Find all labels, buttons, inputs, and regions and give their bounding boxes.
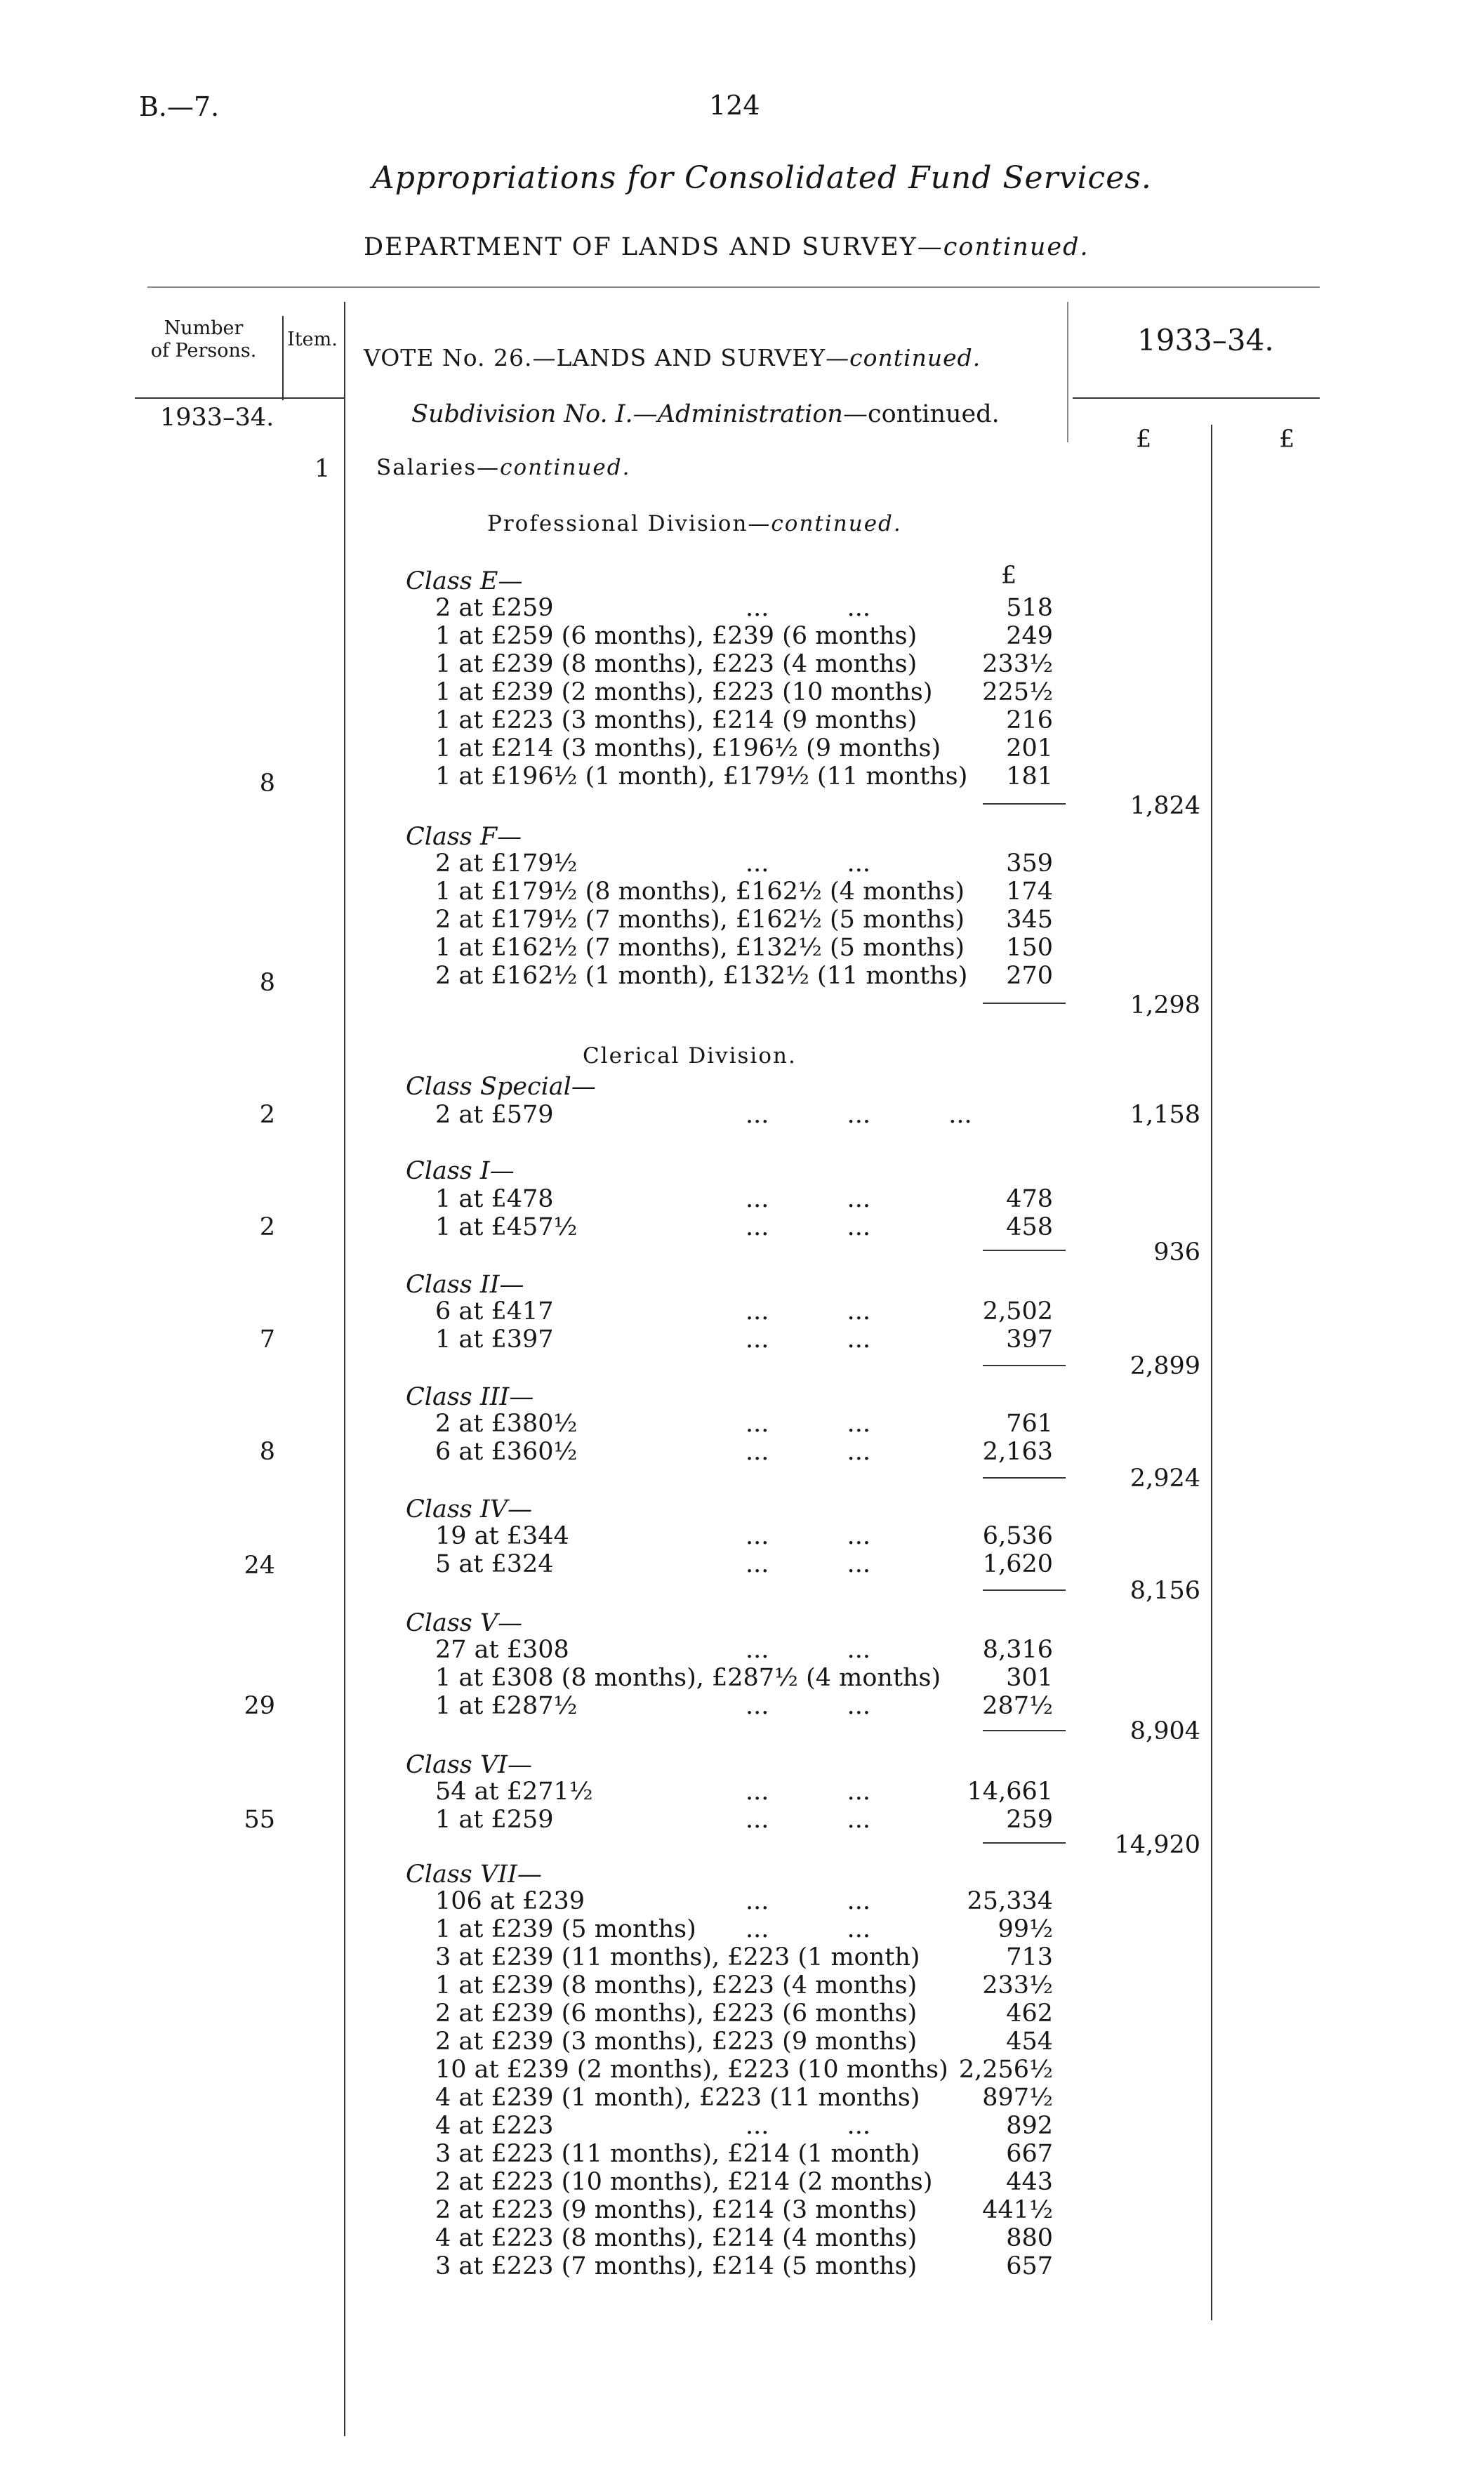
row-description: 1 at £239 (8 months), £223 (4 months): [435, 1971, 917, 1999]
row-amount: 2,502: [982, 1297, 1053, 1326]
row-amount: 249: [1006, 622, 1053, 650]
row-amount: 713: [1006, 1943, 1053, 1971]
row-description: 4 at £223 (8 months), £214 (4 months): [435, 2224, 917, 2252]
year-column-header: 1933–34.: [1137, 323, 1274, 357]
class-label: Class III—: [406, 1383, 534, 1411]
row-leader-dots: ... ...: [746, 1410, 871, 1438]
row-amount: 667: [1006, 2140, 1053, 2168]
row-amount: 2,256½: [958, 2056, 1053, 2084]
row-description: 1 at £457½: [435, 1213, 578, 1241]
row-amount: 259: [1006, 1806, 1053, 1834]
row-description: 2 at £259: [435, 594, 554, 622]
persons-count: 2: [259, 1213, 275, 1241]
row-amount: 518: [1006, 594, 1053, 622]
row-description: 27 at £308: [435, 1636, 569, 1664]
row-description: 4 at £239 (1 month), £223 (11 months): [435, 2084, 920, 2112]
row-amount: 25,334: [967, 1887, 1053, 1915]
row-description: 6 at £417: [435, 1297, 554, 1326]
row-description: 1 at £478: [435, 1185, 554, 1213]
persons-count: 7: [259, 1326, 275, 1354]
class-total: 8,156: [1129, 1577, 1200, 1605]
class-total: 1,298: [1129, 991, 1200, 1019]
row-amount: 99½: [998, 1915, 1053, 1943]
row-amount: 8,316: [982, 1636, 1053, 1664]
row-leader-dots: ... ... ...: [746, 1101, 972, 1129]
subtotal-rule: [983, 1730, 1066, 1731]
row-amount: 233½: [982, 1971, 1053, 1999]
subtotal-rule: [983, 1250, 1066, 1251]
row-amount: 270: [1006, 962, 1053, 990]
row-amount: 150: [1006, 934, 1053, 962]
row-amount: 761: [1006, 1410, 1053, 1438]
class-label: Class II—: [406, 1271, 524, 1299]
row-description: 10 at £239 (2 months), £223 (10 months): [435, 2056, 948, 2084]
class-total: 936: [1153, 1238, 1200, 1267]
row-amount: 225½: [982, 678, 1053, 706]
row-amount: 897½: [982, 2084, 1053, 2112]
row-description: 2 at £380½: [435, 1410, 578, 1438]
class-label: Class VI—: [406, 1751, 532, 1779]
vote-title: VOTE No. 26.—LANDS AND SURVEY: [364, 344, 826, 371]
row-description: 1 at £287½: [435, 1692, 578, 1720]
row-description: 2 at £179½ (7 months), £162½ (5 months): [435, 906, 965, 934]
professional-division-continued: —continued.: [748, 511, 902, 536]
class-label: Class E—: [406, 567, 523, 595]
row-description: 1 at £162½ (7 months), £132½ (5 months): [435, 934, 965, 962]
row-description: 54 at £271½: [435, 1778, 593, 1806]
row-description: 1 at £239 (2 months), £223 (10 months): [435, 678, 933, 706]
row-amount: 287½: [982, 1692, 1053, 1720]
salaries-title: Salaries: [376, 455, 477, 480]
row-amount: 880: [1006, 2224, 1053, 2252]
row-description: 3 at £223 (11 months), £214 (1 month): [435, 2140, 920, 2168]
row-amount: 892: [1006, 2112, 1053, 2140]
row-amount: 2,163: [982, 1438, 1053, 1466]
row-description: 1 at £214 (3 months), £196½ (9 months): [435, 734, 941, 762]
row-description: 1 at £259 (6 months), £239 (6 months): [435, 622, 917, 650]
row-description: 2 at £162½ (1 month), £132½ (11 months): [435, 962, 968, 990]
row-description: 1 at £308 (8 months), £287½ (4 months): [435, 1664, 941, 1692]
row-amount: 216: [1006, 706, 1053, 734]
currency-label-left: £: [1136, 425, 1152, 454]
class-total: 1,158: [1129, 1101, 1200, 1129]
vote-year-divider: [1067, 302, 1068, 442]
row-leader-dots: ... ...: [746, 1915, 871, 1943]
subtotal-rule: [983, 1003, 1066, 1004]
row-description: 1 at £239 (8 months), £223 (4 months): [435, 650, 917, 678]
class-label: Class VII—: [406, 1860, 542, 1889]
department-continued: —continued.: [917, 233, 1089, 261]
row-amount: 345: [1006, 906, 1053, 934]
class-total: 1,824: [1129, 792, 1200, 820]
row-amount: 397: [1006, 1326, 1053, 1354]
row-amount: 359: [1006, 850, 1053, 878]
subtotal-rule: [983, 803, 1066, 805]
clerical-division-heading: Clerical Division.: [583, 1043, 797, 1069]
subtotal-rule: [983, 1365, 1066, 1366]
persons-column-header: [126, 317, 281, 362]
row-leader-dots: ... ...: [746, 1550, 871, 1578]
row-amount: 6,536: [982, 1522, 1053, 1550]
row-amount: 462: [1006, 1999, 1053, 2028]
persons-count: 8: [259, 969, 275, 997]
vote-continued: —continued.: [826, 344, 981, 371]
header-rule-top: [147, 286, 1320, 288]
row-leader-dots: ... ...: [746, 1297, 871, 1326]
row-description: 1 at £179½ (8 months), £162½ (4 months): [435, 878, 965, 906]
item-column-header: Item.: [287, 329, 338, 350]
salaries-continued: —continued.: [477, 455, 631, 480]
row-leader-dots: ... ...: [746, 2112, 871, 2140]
subtotal-rule: [983, 1589, 1066, 1591]
row-description: 1 at £223 (3 months), £214 (9 months): [435, 706, 917, 734]
subtotal-rule: [983, 1842, 1066, 1844]
year-subcolumn-divider: [1211, 425, 1212, 2320]
row-amount: 201: [1006, 734, 1053, 762]
row-leader-dots: ... ...: [746, 1636, 871, 1664]
row-description: 1 at £239 (5 months): [435, 1915, 696, 1943]
department-name: DEPARTMENT OF LANDS AND SURVEY: [364, 233, 917, 261]
row-amount: 443: [1006, 2168, 1053, 2196]
row-amount: 458: [1006, 1213, 1053, 1241]
row-amount: 14,661: [967, 1778, 1053, 1806]
row-description: 3 at £239 (11 months), £223 (1 month): [435, 1943, 920, 1971]
row-amount: 657: [1006, 2252, 1053, 2280]
row-description: 1 at £196½ (1 month), £179½ (11 months): [435, 762, 968, 791]
row-description: 106 at £239: [435, 1887, 585, 1915]
row-description: 2 at £239 (3 months), £223 (9 months): [435, 2028, 917, 2056]
department-heading: [364, 233, 1089, 261]
row-leader-dots: ... ...: [746, 1326, 871, 1354]
row-leader-dots: ... ...: [746, 1522, 871, 1550]
professional-division-title: Professional Division: [487, 511, 748, 536]
row-amount: 441½: [982, 2196, 1053, 2224]
persons-count: 8: [259, 769, 275, 798]
persons-item-divider: [282, 316, 284, 400]
row-leader-dots: ... ...: [746, 850, 871, 878]
item-vote-divider: [344, 302, 345, 2436]
persons-count: 55: [244, 1806, 275, 1834]
row-description: 3 at £223 (7 months), £214 (5 months): [435, 2252, 917, 2280]
row-description: 6 at £360½: [435, 1438, 578, 1466]
persons-count: 8: [259, 1438, 275, 1466]
row-description: 2 at £579: [435, 1101, 554, 1129]
document-reference: B.—7.: [139, 91, 220, 122]
header-rule-left: [135, 397, 344, 399]
page-title: Appropriations for Consolidated Fund Services.: [372, 160, 1152, 196]
row-leader-dots: ... ...: [746, 1213, 871, 1241]
salaries-heading: [376, 455, 630, 480]
pound-sign-amounts: £: [1001, 562, 1017, 590]
row-amount: 181: [1006, 762, 1053, 791]
persons-count: 29: [244, 1692, 275, 1720]
persons-count: 2: [259, 1101, 275, 1129]
row-amount: 301: [1006, 1664, 1053, 1692]
row-leader-dots: ... ...: [746, 1887, 871, 1915]
class-label: Class Special—: [406, 1073, 596, 1101]
row-leader-dots: ... ...: [746, 1692, 871, 1720]
row-description: 2 at £223 (10 months), £214 (2 months): [435, 2168, 933, 2196]
class-total: 2,924: [1129, 1465, 1200, 1493]
row-amount: 233½: [982, 650, 1053, 678]
row-amount: 478: [1006, 1185, 1053, 1213]
persons-header-line2: of Persons.: [150, 340, 257, 362]
header-rule-right: [1073, 397, 1320, 399]
row-leader-dots: ... ...: [746, 1438, 871, 1466]
row-leader-dots: ... ...: [746, 1806, 871, 1834]
item-number: 1: [314, 455, 331, 483]
subdivision-heading: [411, 400, 1000, 428]
persons-year-label: 1933–34.: [160, 404, 274, 432]
row-description: 19 at £344: [435, 1522, 569, 1550]
row-description: 2 at £239 (6 months), £223 (6 months): [435, 1999, 917, 2028]
subtotal-rule: [983, 1477, 1066, 1479]
class-total: 2,899: [1129, 1352, 1200, 1380]
currency-label-right: £: [1279, 425, 1295, 454]
class-label: Class IV—: [406, 1495, 532, 1523]
class-label: Class I—: [406, 1157, 515, 1185]
row-leader-dots: ... ...: [746, 1185, 871, 1213]
row-description: 1 at £397: [435, 1326, 554, 1354]
class-total: 14,920: [1114, 1831, 1200, 1859]
row-description: 5 at £324: [435, 1550, 554, 1578]
subdivision-title: Subdivision No. I.—Administration: [411, 400, 843, 428]
row-description: 2 at £179½: [435, 850, 578, 878]
persons-header-line1: Number: [164, 317, 244, 339]
row-description: 4 at £223: [435, 2112, 554, 2140]
subdivision-continued: —continued.: [842, 400, 1000, 428]
professional-division-heading: [487, 511, 902, 536]
row-amount: 174: [1006, 878, 1053, 906]
class-total: 8,904: [1129, 1717, 1200, 1745]
row-amount: 454: [1006, 2028, 1053, 2056]
page-number: 124: [709, 90, 760, 121]
row-leader-dots: ... ...: [746, 1778, 871, 1806]
persons-count: 24: [244, 1552, 275, 1580]
row-leader-dots: ... ...: [746, 594, 871, 622]
class-label: Class F—: [406, 823, 522, 851]
row-amount: 1,620: [982, 1550, 1053, 1578]
vote-heading: [364, 344, 981, 371]
class-label: Class V—: [406, 1609, 523, 1637]
row-description: 1 at £259: [435, 1806, 554, 1834]
row-description: 2 at £223 (9 months), £214 (3 months): [435, 2196, 917, 2224]
